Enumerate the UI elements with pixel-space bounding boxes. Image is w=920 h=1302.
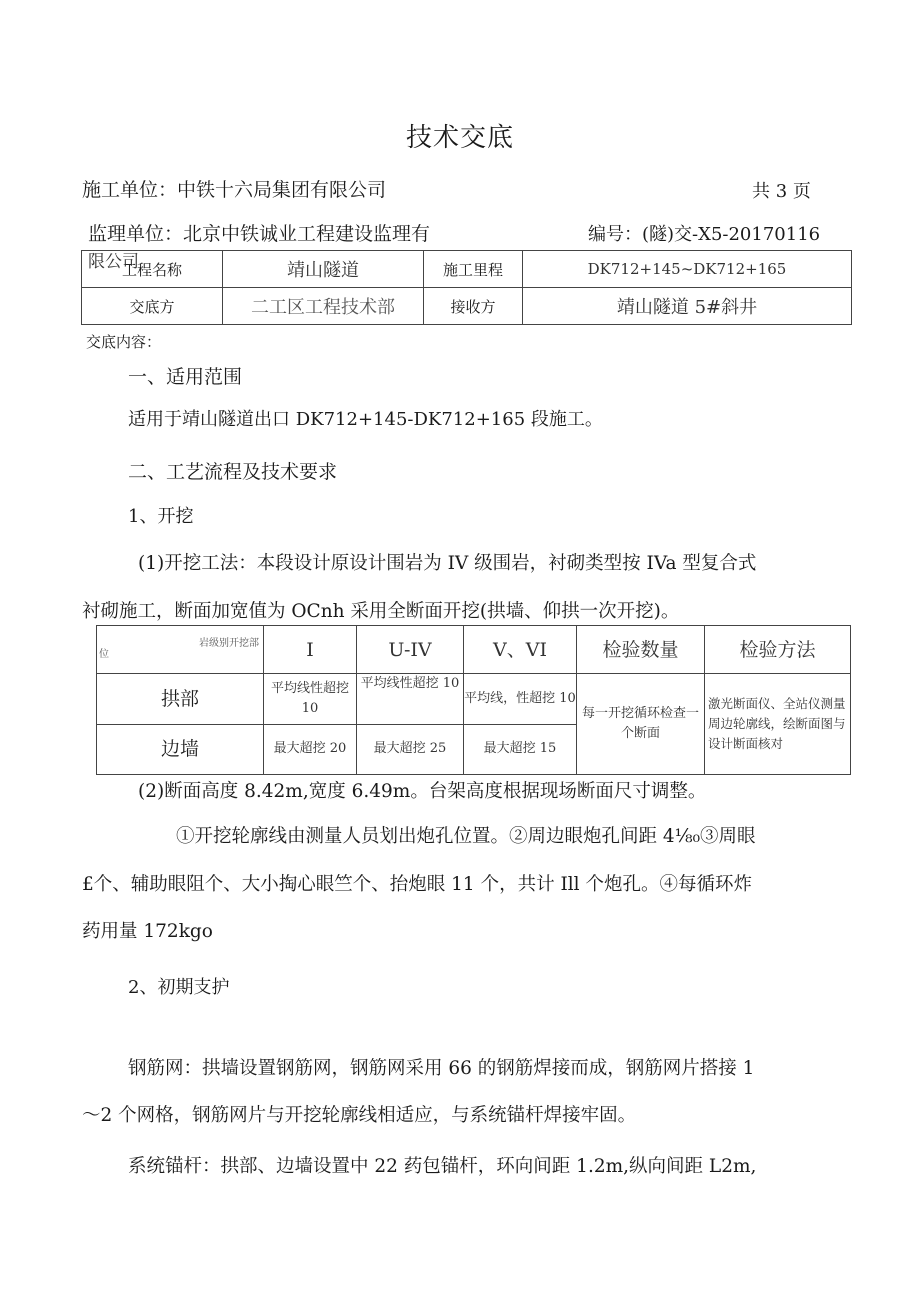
column-header: I [264,626,357,674]
row-label: 拱部 [97,674,264,724]
issuer-value: 二工区工程技术部 [223,288,424,325]
receiver-value: 靖山隧道 5#斜井 [523,288,852,325]
content-label: 交底内容： [86,333,162,351]
drilling-paragraph-line: £个、辅助眼阻个、大小掏心眼竺个、抬炮眼 11 个，共计 Ill 个炮孔。④每循环炸 [82,874,752,895]
project-name-label: 工程名称 [82,251,223,288]
issuer-label: 交底方 [82,288,223,325]
supervisor-line: 监理单位：北京中铁诚业工程建设监理有 [88,223,431,245]
drilling-paragraph-line: ①开挖轮廓线由测量人员划出炮孔位置。②周边眼炮孔间距 4⅛₀③周眼 [176,826,756,847]
table-cell: 平均线，性超挖 10 [464,674,577,724]
table-row [97,674,851,724]
mileage-label: 施工里程 [424,251,523,288]
project-name-value: 靖山隧道 [223,251,424,288]
page-title: 技术交底 [405,123,514,153]
table-cell: 平均线性超挖 10 [264,674,357,724]
mesh-paragraph-line: ～2 个网格，钢筋网片与开挖轮廓线相适应，与系统锚杆焊接牢固。 [82,1105,637,1126]
corner-text-bottom: 位 [99,649,109,661]
table-cell: 最大超挖 20 [264,724,357,774]
subheading-excavation: 1、开挖 [128,506,194,527]
table-cell: 最大超挖 25 [357,724,464,774]
overbreak-header-row [97,626,851,674]
table-cell: 平均线性超挖 10 [357,674,464,724]
overbreak-table [96,625,851,775]
column-header: U-IV [357,626,464,674]
column-header: V、VI [464,626,577,674]
scope-text: 适用于靖山隧道出口 DK712+145-DK712+165 段施工。 [128,409,603,430]
section-heading-scope: 一、适用范围 [128,366,243,388]
row-label: 边墙 [97,724,264,774]
inspection-method-cell: 激光断面仪、全站仪测量周边轮廓线，绘断面图与设计断面核对 [705,674,851,775]
contractor-line: 施工单位：中铁十六局集团有限公司 [82,179,387,201]
receiver-label: 接收方 [424,288,523,325]
corner-text-top: 岩级别开挖部 [199,638,259,649]
method-paragraph-line: (1)开挖工法：本段设计原设计围岩为 IV 级围岩，衬砌类型按 IVa 型复合式 [138,553,757,574]
page-count: 共 3 页 [752,181,811,202]
drilling-paragraph-line: 药用量 172kgo [82,921,213,942]
inspection-quantity-cell: 每一开挖循环检查一个断面 [577,674,705,775]
subheading-initial-support: 2、初期支护 [128,977,230,998]
method-paragraph-line: 衬砌施工，断面加宽值为 OCnh 采用全断面开挖(拱墙、仰拱一次开挖)。 [82,601,680,622]
column-header: 检验数量 [577,626,705,674]
table-cell: 最大超挖 15 [464,724,577,774]
document-number: 编号：(隧)交-X5-20170116 [588,224,821,245]
column-header: 检验方法 [705,626,851,674]
header-table [81,250,852,325]
table-corner-cell [97,626,264,674]
mileage-value: DK712+145~DK712+165 [523,251,852,288]
header-table-row [82,288,852,325]
mesh-paragraph-line: 钢筋网：拱墙设置钢筋网，钢筋网采用 66 的钢筋焊接而成，钢筋网片搭接 1 [128,1058,755,1079]
supervisor-line-wrap: 限公司 [88,252,139,272]
dimensions-text: (2)断面高度 8.42m,宽度 6.49m。台架高度根据现场断面尺寸调整。 [138,781,707,802]
section-heading-process: 二、工艺流程及技术要求 [128,461,338,483]
anchor-bolt-paragraph-line: 系统锚杆：拱部、边墙设置中 22 药包锚杆，环向间距 1.2m,纵向间距 L2m, [128,1156,757,1177]
header-table-row [82,251,852,288]
